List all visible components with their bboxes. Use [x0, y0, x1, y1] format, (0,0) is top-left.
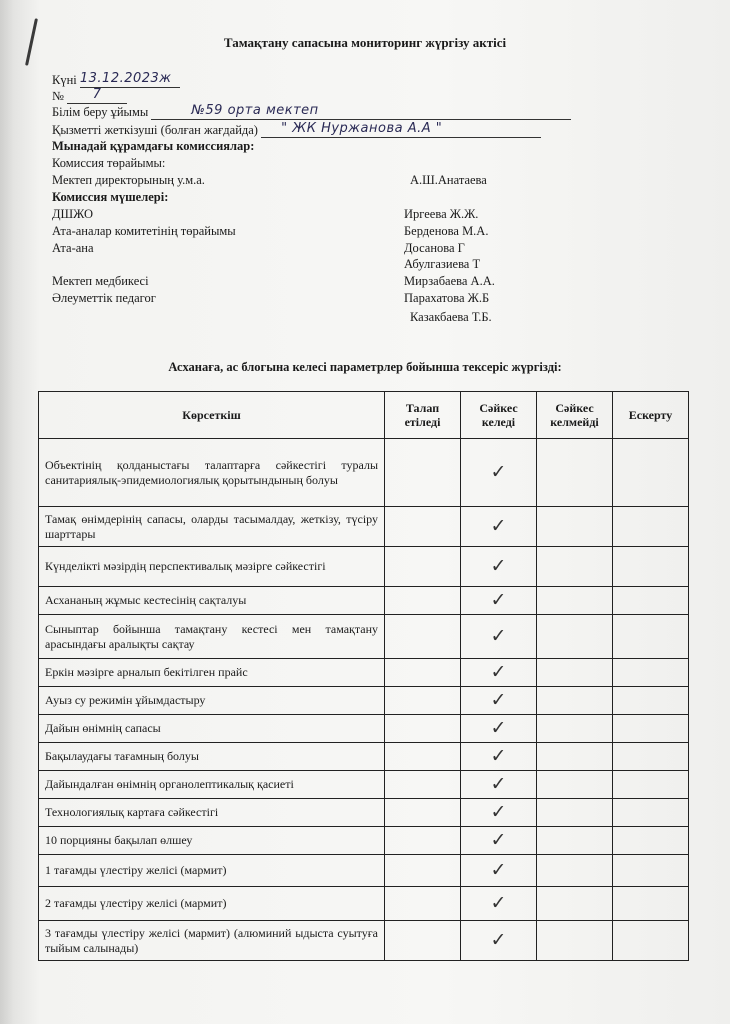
compliant-cell: [461, 587, 537, 615]
indicator-cell: Сыныптар бойынша тамақтану кестесі мен тамақтану арасындағы аралықты сақтау: [39, 615, 385, 659]
check-mark-icon: ✓: [490, 689, 507, 711]
check-mark-icon: ✓: [490, 745, 507, 767]
table-row: [39, 855, 689, 887]
noncompliant-cell: [537, 715, 613, 743]
required-cell: [385, 507, 461, 547]
member-role: Әлеуметтік педагог: [52, 291, 156, 305]
noncompliant-cell: [537, 921, 613, 961]
noncompliant-cell: [537, 615, 613, 659]
required-cell: [385, 715, 461, 743]
number-value: 7: [92, 87, 102, 102]
compliant-cell: [461, 743, 537, 771]
document-title: Тамақтану сапасына мониторинг жүргізу актісі: [223, 35, 507, 50]
table-row: [39, 921, 689, 961]
compliant-cell: [461, 887, 537, 921]
check-mark-icon: ✓: [490, 661, 507, 683]
noncompliant-cell: [537, 687, 613, 715]
compliant-cell: [461, 615, 537, 659]
inspection-table: [38, 391, 689, 961]
member-role: Ата-ана: [52, 241, 94, 255]
school-line: [52, 102, 612, 120]
table-row: [39, 743, 689, 771]
check-mark-icon: ✓: [490, 625, 507, 647]
header-noncompliant: Сәйкес келмейді: [537, 392, 613, 439]
table-row: [39, 799, 689, 827]
indicator-cell: Тамақ өнімдерінің сапасы, оларды тасымалдау, жеткізу, түсіру шарттары: [39, 507, 385, 547]
note-cell: [613, 887, 689, 921]
indicator-cell: Бақылаудағы тағамның болуы: [39, 743, 385, 771]
table-row: [39, 439, 689, 507]
required-cell: [385, 887, 461, 921]
noncompliant-cell: [537, 439, 613, 507]
header-compliant: Сәйкес келеді: [461, 392, 537, 439]
compliant-cell: [461, 715, 537, 743]
note-cell: [613, 827, 689, 855]
school-label: Білім беру ұйымы: [52, 105, 149, 119]
note-cell: [613, 743, 689, 771]
note-cell: [613, 687, 689, 715]
table-row: [39, 587, 689, 615]
noncompliant-cell: [537, 855, 613, 887]
number-label: №: [52, 89, 64, 103]
note-cell: [613, 659, 689, 687]
compliant-cell: [461, 855, 537, 887]
noncompliant-cell: [537, 587, 613, 615]
supplier-line: [52, 120, 612, 138]
required-cell: [385, 743, 461, 771]
indicator-cell: 2 тағамды үлестіру желісі (мармит): [39, 887, 385, 921]
required-cell: [385, 547, 461, 587]
indicator-cell: Дайындалған өнімнің органолептикалық қасиеті: [39, 771, 385, 799]
indicator-cell: 10 порцияны бақылап өлшеу: [39, 827, 385, 855]
header-indicator: Көрсеткіш: [39, 392, 385, 439]
table-row: [39, 687, 689, 715]
required-cell: [385, 687, 461, 715]
check-mark-icon: ✓: [490, 773, 507, 795]
indicator-cell: Объектінің қолданыстағы талаптарға сәйкестігі туралы санитариялық-эпидемиологиялық қорытындының болуы: [39, 439, 385, 507]
date-value: 13.12.2023ж: [79, 71, 172, 86]
header-required: Талап етіледі: [385, 392, 461, 439]
compliant-cell: [461, 507, 537, 547]
chair-name: А.Ш.Анатаева: [410, 173, 487, 187]
indicator-cell: Асхананың жұмыс кестесінің сақталуы: [39, 587, 385, 615]
compliant-cell: [461, 659, 537, 687]
supplier-label: Қызметті жеткізуші (болған жағдайда): [52, 123, 258, 137]
indicator-cell: 3 тағамды үлестіру желісі (мармит) (алюминий ыдыста суытуға тыйым салынады): [39, 921, 385, 961]
check-mark-icon: ✓: [490, 892, 507, 914]
member-role: ДШЖО: [52, 207, 94, 221]
school-value: №59 орта мектеп: [191, 103, 319, 118]
check-mark-icon: ✓: [490, 461, 507, 483]
compliant-cell: [461, 439, 537, 507]
members-heading: Комиссия мүшелері:: [52, 190, 169, 204]
member-name: Казакбаева Т.Б.: [410, 310, 492, 324]
noncompliant-cell: [537, 799, 613, 827]
note-cell: [613, 715, 689, 743]
note-cell: [613, 439, 689, 507]
compliant-cell: [461, 771, 537, 799]
noncompliant-cell: [537, 743, 613, 771]
check-mark-icon: ✓: [490, 929, 507, 951]
indicator-cell: Күнделікті мәзірдің перспективалық мәзірге сәйкестігі: [39, 547, 385, 587]
note-cell: [613, 855, 689, 887]
noncompliant-cell: [537, 771, 613, 799]
table-row: [39, 547, 689, 587]
required-cell: [385, 659, 461, 687]
supplier-value: " ЖК Нуржанова А.А ": [281, 121, 443, 136]
supplier-field: [261, 120, 541, 138]
table-row: [39, 715, 689, 743]
indicator-cell: Дайын өнімнің сапасы: [39, 715, 385, 743]
table-header-row: [39, 392, 689, 439]
table-row: [39, 615, 689, 659]
member-role: Мектеп медбикесі: [52, 274, 149, 288]
note-cell: [613, 921, 689, 961]
table-row: [39, 827, 689, 855]
compliant-cell: [461, 547, 537, 587]
indicator-cell: 1 тағамды үлестіру желісі (мармит): [39, 855, 385, 887]
compliant-cell: [461, 827, 537, 855]
table-row: [39, 887, 689, 921]
header-note: Ескерту: [613, 392, 689, 439]
member-name: Иргеева Ж.Ж.: [404, 207, 479, 221]
member-role: Ата-аналар комитетінің төрайымы: [52, 224, 236, 238]
note-cell: [613, 587, 689, 615]
note-cell: [613, 547, 689, 587]
note-cell: [613, 771, 689, 799]
noncompliant-cell: [537, 659, 613, 687]
note-cell: [613, 799, 689, 827]
noncompliant-cell: [537, 507, 613, 547]
required-cell: [385, 587, 461, 615]
required-cell: [385, 827, 461, 855]
compliant-cell: [461, 799, 537, 827]
noncompliant-cell: [537, 887, 613, 921]
required-cell: [385, 439, 461, 507]
required-cell: [385, 855, 461, 887]
noncompliant-cell: [537, 827, 613, 855]
commission-heading: Мынадай құрамдағы комиссиялар:: [52, 139, 255, 153]
chair-role: Мектеп директорының у.м.а.: [52, 173, 205, 187]
section-title: Асханаға, ас блогына келесі параметрлер бойынша тексеріс жүргізді:: [168, 360, 562, 374]
check-mark-icon: ✓: [490, 555, 507, 577]
member-name: Мирзабаева А.А.: [404, 274, 495, 288]
check-mark-icon: ✓: [490, 801, 507, 823]
member-name: Абулгазиева Т: [404, 257, 481, 271]
check-mark-icon: ✓: [490, 589, 507, 611]
check-mark-icon: ✓: [490, 515, 507, 537]
note-cell: [613, 507, 689, 547]
required-cell: [385, 771, 461, 799]
table-row: [39, 659, 689, 687]
required-cell: [385, 615, 461, 659]
required-cell: [385, 921, 461, 961]
indicator-cell: Еркін мәзірге арналып бекітілген прайс: [39, 659, 385, 687]
date-label: Күні: [52, 73, 77, 87]
school-field: [151, 102, 571, 120]
indicator-cell: Ауыз су режимін ұйымдастыру: [39, 687, 385, 715]
noncompliant-cell: [537, 547, 613, 587]
compliant-cell: [461, 687, 537, 715]
check-mark-icon: ✓: [490, 829, 507, 851]
member-name: Досанова Г: [404, 241, 465, 255]
required-cell: [385, 799, 461, 827]
note-cell: [613, 615, 689, 659]
table-row: [39, 771, 689, 799]
check-mark-icon: ✓: [490, 717, 507, 739]
check-mark-icon: ✓: [490, 859, 507, 881]
member-name: Парахатова Ж.Б: [404, 291, 490, 305]
member-name: Берденова М.А.: [404, 224, 489, 238]
table-row: [39, 507, 689, 547]
indicator-cell: Технологиялық картаға сәйкестігі: [39, 799, 385, 827]
commission-chair-label: Комиссия төрайымы:: [52, 156, 166, 170]
compliant-cell: [461, 921, 537, 961]
